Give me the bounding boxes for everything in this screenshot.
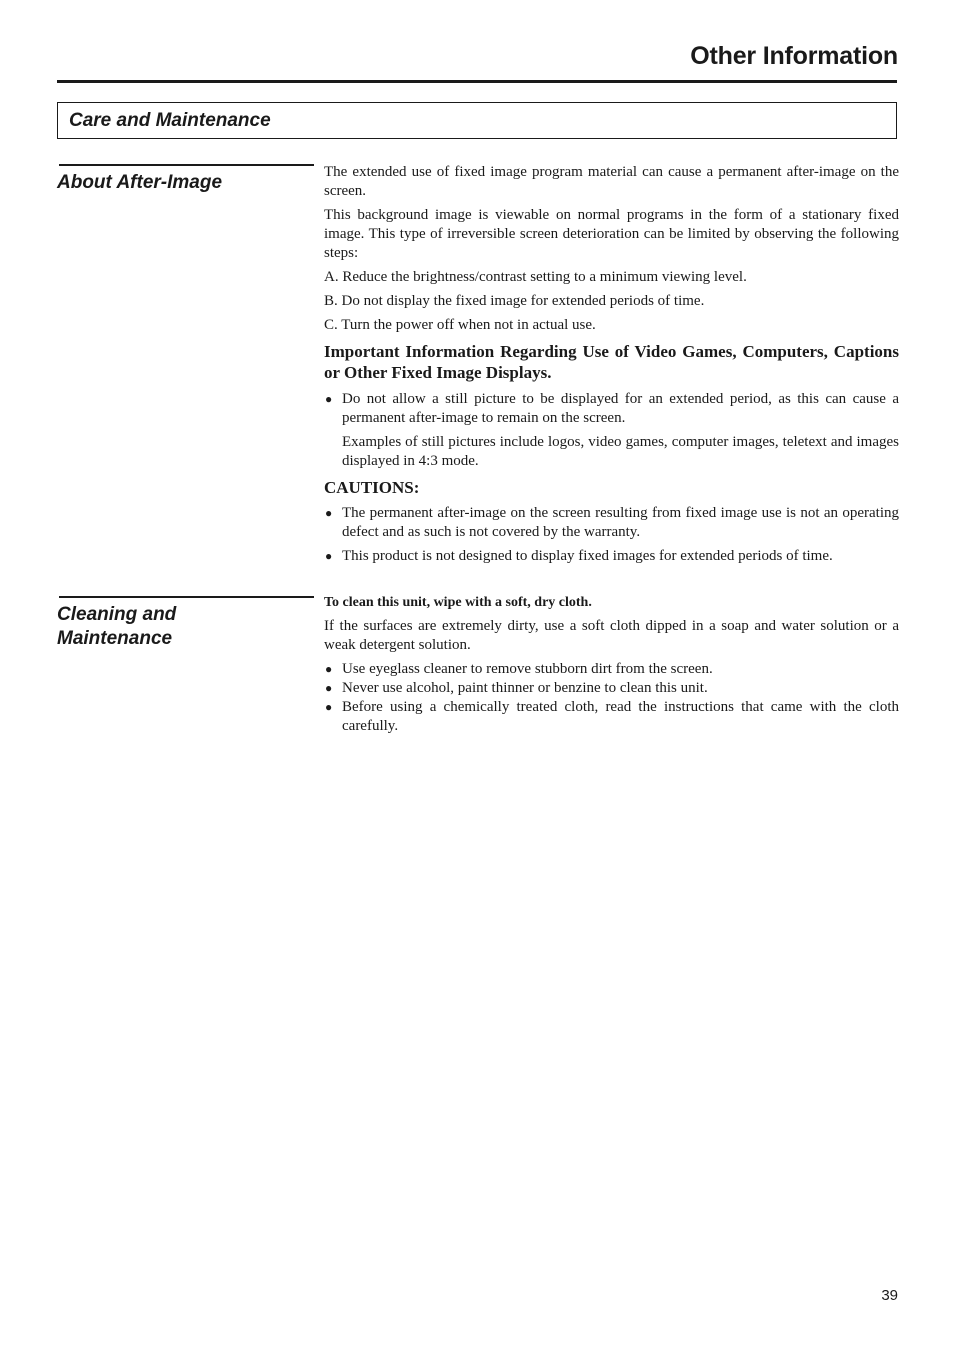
section-title: Care and Maintenance — [69, 110, 271, 131]
bullet-icon: ● — [325, 549, 333, 563]
list-item — [324, 390, 899, 428]
cleaning-content — [324, 593, 899, 741]
list-item — [324, 679, 899, 698]
page-title: Other Information — [690, 42, 898, 70]
bullet-icon: ● — [325, 681, 333, 695]
list-item — [324, 547, 899, 566]
step-item: A. Reduce the brightness/contrast setting to a minimum viewing level. — [324, 269, 747, 285]
after-image-intro: The extended use of fixed image program material can cause a permanent after-image on the screen. — [324, 164, 899, 199]
important-example: Examples of still pictures include logos, video games, computer images, teletext and images displayed in 4:3 mode. — [342, 434, 899, 469]
after-image-para2: This background image is viewable on normal programs in the form of a stationary fixed image. This type of irreversible screen deterioration can be limited by observing the following steps: — [324, 207, 899, 261]
list-item-text: Before using a chemically treated cloth, read the instructions that came with the cloth carefully. — [342, 699, 899, 734]
cautions-heading: CAUTIONS: — [324, 478, 420, 497]
step-item: C. Turn the power off when not in actual use. — [324, 317, 596, 333]
page-number: 39 — [881, 1287, 898, 1304]
list-item-text: Use eyeglass cleaner to remove stubborn dirt from the screen. — [342, 661, 713, 677]
after-image-heading: About After-Image — [57, 172, 223, 193]
cleaning-lead: To clean this unit, wipe with a soft, dry cloth. — [324, 595, 592, 610]
section-title-box — [57, 102, 897, 139]
after-image-content — [324, 163, 899, 571]
step-item: B. Do not display the fixed image for extended periods of time. — [324, 293, 705, 309]
cleaning-heading — [57, 603, 307, 651]
bullet-icon: ● — [325, 392, 333, 406]
list-item-text: This product is not designed to display fixed images for extended periods of time. — [342, 548, 833, 564]
cleaning-para: If the surfaces are extremely dirty, use a soft cloth dipped in a soap and water solution or a weak detergent solution. — [324, 618, 899, 653]
cautions-list — [324, 504, 899, 566]
list-item — [324, 698, 899, 736]
bullet-icon: ● — [325, 506, 333, 520]
cleaning-heading-line: Maintenance — [57, 628, 173, 649]
list-item-text: Never use alcohol, paint thinner or benzine to clean this unit. — [342, 680, 708, 696]
list-item-text: The permanent after-image on the screen resulting from fixed image use is not an operating defect and as such is not covered by the warranty. — [342, 505, 899, 540]
cleaning-divider — [59, 596, 314, 598]
bullet-icon: ● — [325, 662, 333, 676]
list-item-text: Do not allow a still picture to be displayed for an extended period, as this can cause a permanent after-image to remain on the screen. — [342, 391, 899, 426]
cleaning-list — [324, 660, 899, 736]
list-item — [324, 504, 899, 542]
important-heading: Important Information Regarding Use of Video Games, Computers, Captions or Other Fixed Image Displays. — [324, 342, 899, 382]
after-image-divider — [59, 164, 314, 166]
list-item — [324, 660, 899, 679]
header-divider — [57, 80, 897, 83]
steps-list — [324, 268, 899, 335]
cleaning-heading-line: Cleaning and — [57, 604, 177, 625]
important-list — [324, 390, 899, 428]
bullet-icon: ● — [325, 700, 333, 714]
